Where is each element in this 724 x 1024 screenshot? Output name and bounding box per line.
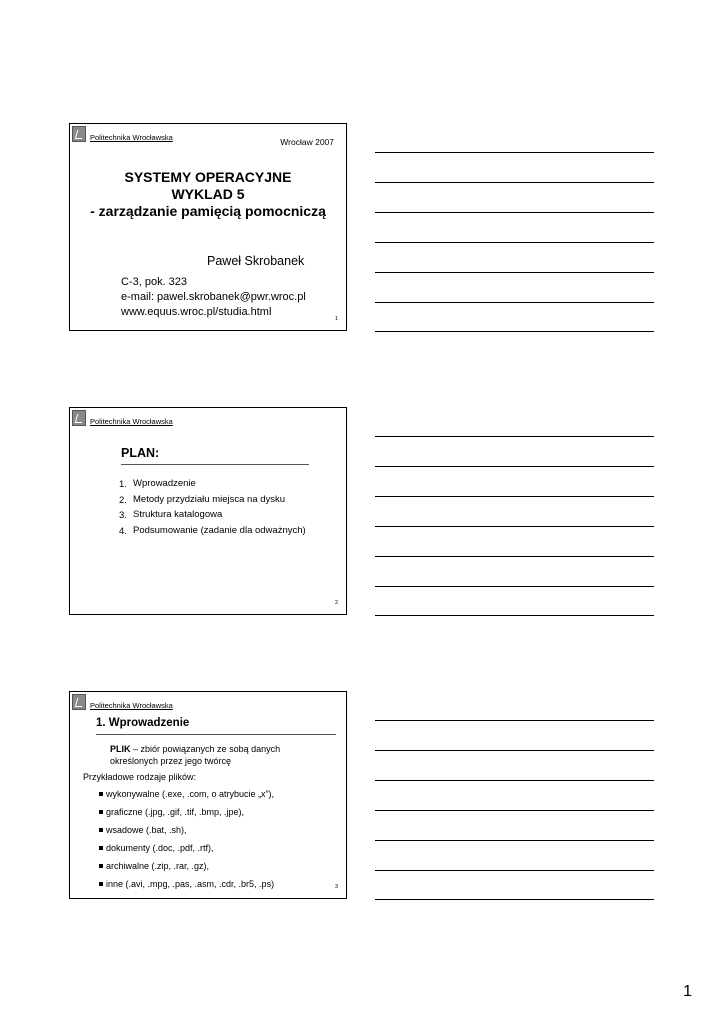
plan-list [119, 477, 319, 539]
note-line [375, 720, 654, 721]
contact-email: e-mail: pawel.skrobanek@pwr.wroc.pl [121, 291, 306, 303]
note-line [375, 466, 654, 467]
list-item: wsadowe (.bat, .sh), [99, 825, 274, 843]
note-line [375, 526, 654, 527]
bullet-icon [99, 882, 103, 886]
list-item: dokumenty (.doc, .pdf, .rtf), [99, 843, 274, 861]
contact-room: C-3, pok. 323 [121, 276, 188, 288]
note-line [375, 242, 654, 243]
heading-divider [121, 464, 309, 465]
list-item: wykonywalne (.exe, .com, o atrybucie „x”), [99, 789, 274, 807]
note-line [375, 899, 654, 900]
slide-date: Wrocław 2007 [280, 137, 334, 147]
university-logo-icon [72, 694, 86, 710]
slide-heading: PLAN: [121, 446, 160, 460]
list-item: 1. Wprowadzenie [119, 478, 196, 490]
university-name: Politechnika Wrocławska [90, 133, 173, 142]
bullet-icon [99, 810, 103, 814]
slide-title [70, 169, 346, 220]
list-item: 3. Struktura katalogowa [119, 509, 223, 521]
slide-2 [69, 407, 347, 615]
note-line [375, 496, 654, 497]
list-item: archiwalne (.zip, .rar, .gz), [99, 861, 274, 879]
university-name: Politechnika Wrocławska [90, 701, 173, 710]
slide-1 [69, 123, 347, 331]
title-line: SYSTEMY OPERACYJNE [124, 169, 292, 185]
note-line [375, 615, 654, 616]
note-line [375, 810, 654, 811]
slide-3 [69, 691, 347, 899]
slide-number: 1 [334, 316, 338, 322]
note-line [375, 870, 654, 871]
bullet-icon [99, 792, 103, 796]
note-line [375, 302, 654, 303]
types-intro: Przykładowe rodzaje plików: [83, 772, 197, 782]
contact-info [121, 275, 306, 320]
note-line [375, 780, 654, 781]
page-number: 1 [683, 983, 692, 1000]
note-line [375, 212, 654, 213]
slide-number: 2 [334, 600, 338, 606]
slide-heading: 1. Wprowadzenie [96, 717, 190, 729]
note-line [375, 750, 654, 751]
note-line [375, 331, 654, 332]
list-item: inne (.avi, .mpg, .pas, .asm, .cdr, .br5, .ps) [99, 879, 274, 897]
list-item: 4. Podsumowanie (zadanie dla odważnych) [119, 524, 306, 537]
bullet-icon [99, 828, 103, 832]
list-item: graficzne (.jpg, .gif, .tif, .bmp, .jpe), [99, 807, 274, 825]
title-line: WYKLAD 5 [171, 186, 245, 202]
slide-number: 3 [334, 884, 338, 890]
bullet-icon [99, 846, 103, 850]
bullet-icon [99, 864, 103, 868]
note-line [375, 152, 654, 153]
note-line [375, 272, 654, 273]
university-name: Politechnika Wrocławska [90, 417, 173, 426]
title-line: - zarządzanie pamięcią pomocniczą [90, 203, 326, 219]
note-line [375, 586, 654, 587]
list-item: 2. Metody przydziału miejsca na dysku [119, 493, 286, 506]
definition-term: PLIK [110, 744, 131, 754]
contact-website: www.equus.wroc.pl/studia.html [121, 306, 272, 318]
university-logo-icon [72, 410, 86, 426]
file-types-list [99, 789, 274, 897]
note-line [375, 556, 654, 557]
author-name: Paweł Skrobanek [207, 254, 305, 268]
file-definition [110, 743, 325, 767]
note-line [375, 436, 654, 437]
heading-divider [96, 734, 336, 735]
definition-text: – zbiór powiązanych ze sobą danych określonych przez jego twórcę [110, 744, 281, 766]
note-line [375, 840, 654, 841]
university-logo-icon [72, 126, 86, 142]
note-line [375, 182, 654, 183]
